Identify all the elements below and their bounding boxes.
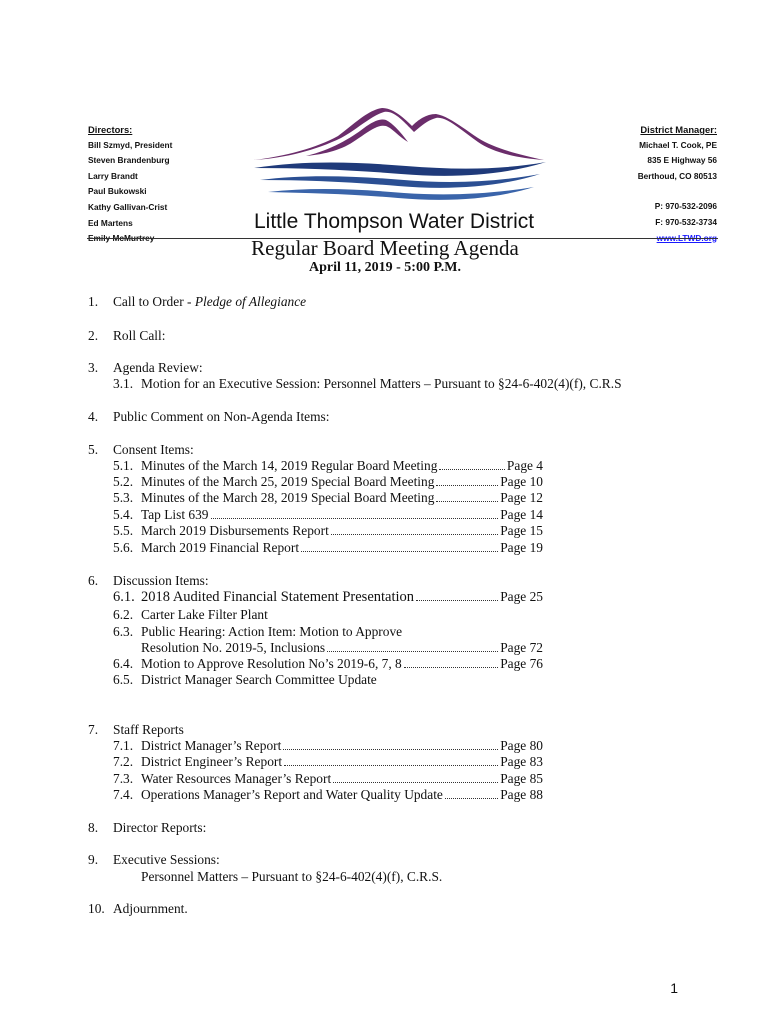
consent-item: 5.3. Minutes of the March 28, 2019 Special Board Meeting Page 12 (113, 490, 543, 505)
manager-name: Michael T. Cook, PE (639, 139, 717, 150)
manager-heading: District Manager: (640, 124, 717, 135)
manager-address-line2: Berthoud, CO 80513 (637, 170, 717, 181)
agenda-item: 6. Discussion Items: (88, 573, 209, 588)
staff-report-item: 7.2. District Engineer’s Report Page 83 (113, 754, 543, 769)
discussion-item: 6.5. District Manager Search Committee Update (113, 672, 377, 687)
director-name: Bill Szmyd, President (88, 139, 173, 150)
manager-address-line1: 835 E Highway 56 (647, 155, 717, 166)
consent-item: 5.4. Tap List 639 Page 14 (113, 507, 543, 522)
staff-report-item: 7.1. District Manager’s Report Page 80 (113, 738, 543, 753)
manager-fax: F: 970-532-3734 (655, 216, 717, 227)
discussion-item: 6.2. Carter Lake Filter Plant (113, 607, 268, 622)
director-name: Emily McMurtrey (88, 233, 155, 244)
district-logo-name: Little Thompson Water District (254, 210, 535, 233)
discussion-item: 6.4. Motion to Approve Resolution No’s 2019-6, 7, 8 Page 76 (113, 656, 543, 671)
directors-heading: Directors: (88, 124, 133, 135)
agenda-item: 3. Agenda Review: (88, 360, 203, 375)
agenda-item: 1. Call to Order - Pledge of Allegiance (88, 294, 307, 309)
agenda-item: 7. Staff Reports (88, 722, 184, 737)
mountain-water-logo-icon (246, 108, 552, 208)
agenda-item: 2. Roll Call: (88, 328, 166, 343)
consent-item: 5.6. March 2019 Financial Report Page 19 (113, 540, 543, 555)
directors-block (88, 122, 172, 247)
director-name: Kathy Gallivan-Crist (88, 201, 168, 212)
page-title: Regular Board Meeting Agenda (251, 236, 519, 260)
director-name: Larry Brandt (88, 170, 138, 181)
discussion-item: 6.3. Public Hearing: Action Item: Motion to Approve (113, 624, 403, 639)
consent-item: 5.2. Minutes of the March 25, 2019 Special Board Meeting Page 10 (113, 474, 543, 489)
staff-report-item: 7.3. Water Resources Manager’s Report Page 85 (113, 771, 543, 786)
agenda-item: 8. Director Reports: (88, 820, 207, 835)
meeting-date: April 11, 2019 - 5:00 P.M. (309, 260, 461, 275)
director-name: Ed Martens (88, 217, 133, 228)
agenda-item: 9. Executive Sessions: (88, 852, 220, 867)
agenda-item: 4. Public Comment on Non-Agenda Items: (88, 409, 330, 424)
agenda-item: 10. Adjournment. (88, 901, 188, 916)
discussion-item-continued: Resolution No. 2019-5, Inclusions Page 72 (141, 640, 543, 655)
website-link[interactable]: www.LTWD.org (656, 232, 717, 243)
discussion-item: 6.1. 2018 Audited Financial Statement Presentation Page 25 (113, 589, 543, 605)
consent-item: 5.1. Minutes of the March 14, 2019 Regular Board Meeting Page 4 (113, 458, 543, 473)
district-manager-block (638, 122, 717, 246)
page-number: 1 (670, 980, 678, 996)
staff-report-item: 7.4. Operations Manager’s Report and Water Quality Update Page 88 (113, 787, 543, 802)
director-name: Paul Bukowski (88, 186, 147, 197)
agenda-subitem: Personnel Matters – Pursuant to §24-6-402(4)(f), C.R.S. (141, 869, 443, 884)
agenda-item: 5. Consent Items: (88, 442, 194, 457)
agenda-subitem: 3.1. Motion for an Executive Session: Personnel Matters – Pursuant to §24-6-402(4)(f), C.R.S (113, 376, 622, 391)
consent-item: 5.5. March 2019 Disbursements Report Page 15 (113, 523, 543, 538)
director-name: Steven Brandenburg (88, 155, 170, 166)
manager-phone: P: 970-532-2096 (654, 201, 717, 212)
